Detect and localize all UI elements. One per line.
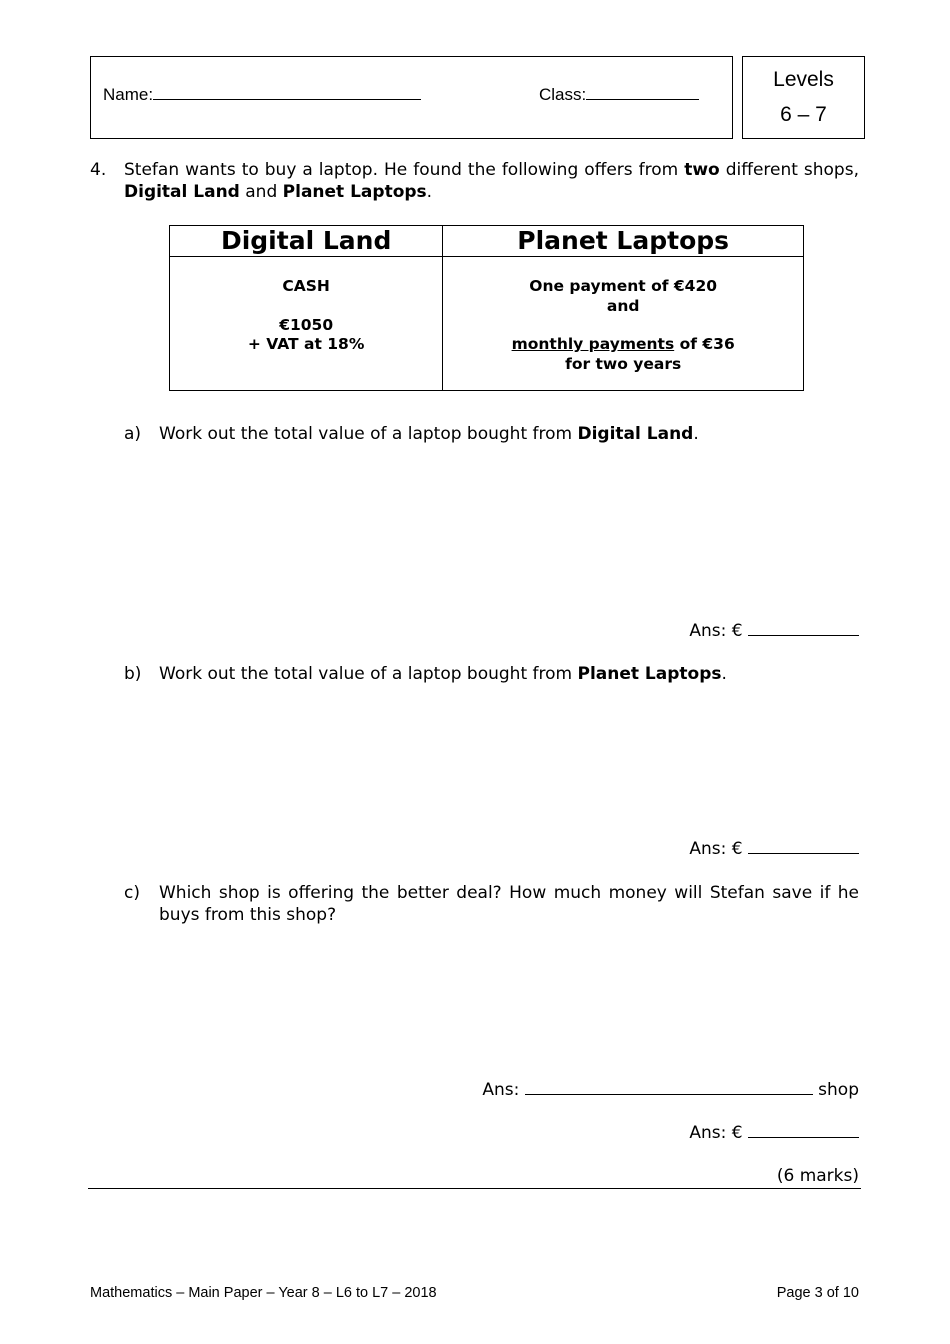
part-c-amount-answer[interactable] [689, 1123, 859, 1143]
part-a-bold: Digital Land [577, 424, 694, 444]
offers-header-row [170, 226, 804, 257]
intro-end: . [426, 181, 433, 202]
part-a-text [159, 424, 699, 444]
offers-table [169, 225, 804, 391]
dl-line1: CASH [282, 277, 330, 295]
part-b-question: Work out the total value of a laptop bought from [159, 664, 578, 684]
pl-line3 [444, 335, 802, 355]
pl-line3-underlined: monthly payments [511, 335, 675, 353]
header-planet-laptops: Planet Laptops [443, 226, 804, 257]
levels-label: Levels [773, 68, 834, 91]
student-info-box [90, 56, 733, 139]
levels-range: 6 – 7 [780, 103, 827, 126]
levels-box [742, 56, 865, 139]
part-a-label: a) [124, 424, 142, 444]
intro-text: Stefan wants to buy a laptop. He found the following offers from [124, 160, 685, 180]
pl-line1: One payment of €420 [529, 277, 718, 295]
planet-laptops-offer [443, 257, 804, 391]
part-c-shop-answer[interactable] [482, 1080, 859, 1100]
part-a-end: . [693, 424, 699, 444]
part-b-end: . [721, 664, 727, 684]
pl-line3-rest: of €36 [674, 335, 735, 353]
pl-line4: for two years [565, 354, 682, 373]
offers-body-row [170, 257, 804, 391]
name-label: Name: [103, 85, 154, 104]
class-field[interactable] [539, 85, 699, 105]
part-c-answer-blank[interactable] [748, 1123, 859, 1138]
part-a-answer-blank[interactable] [748, 621, 859, 636]
part-b-answer[interactable] [689, 839, 859, 859]
name-field[interactable] [103, 85, 421, 105]
question-intro [124, 160, 859, 203]
dl-line3: + VAT at 18% [247, 335, 365, 353]
footer-left: Mathematics – Main Paper – Year 8 – L6 to L7 – 2018 [90, 1285, 437, 1301]
footer-right: Page 3 of 10 [776, 1285, 859, 1301]
part-c-shop-prefix: Ans: [482, 1080, 520, 1100]
part-a-question: Work out the total value of a laptop bought from [159, 424, 578, 444]
class-label: Class: [539, 85, 587, 104]
part-c-text: Which shop is offering the better deal? How much money will Stefan save if he buys from this shop? [159, 883, 859, 925]
part-c-answer-label: Ans: € [689, 1123, 743, 1143]
digital-land-offer [170, 257, 443, 391]
part-c-shop-blank[interactable] [525, 1080, 813, 1095]
intro-shop1: Digital Land [124, 181, 240, 202]
intro-two: two [684, 160, 720, 180]
part-c-shop-suffix: shop [818, 1080, 859, 1100]
intro-and: and [239, 181, 283, 202]
marks-label: (6 marks) [776, 1166, 859, 1186]
pl-line2: and [606, 296, 640, 315]
part-b-label: b) [124, 664, 142, 684]
part-b-text [159, 664, 727, 684]
intro-shop2: Planet Laptops [282, 181, 427, 202]
part-b-answer-label: Ans: € [689, 839, 743, 859]
name-blank[interactable] [153, 85, 421, 100]
intro-text-2: different shops, [719, 160, 859, 180]
part-a-answer[interactable] [689, 621, 859, 641]
dl-line2: €1050 [279, 315, 334, 334]
part-c-label: c) [124, 883, 140, 903]
header-digital-land: Digital Land [170, 226, 443, 257]
question-number: 4. [90, 160, 107, 180]
part-b-answer-blank[interactable] [748, 839, 859, 854]
part-b-bold: Planet Laptops [577, 664, 722, 684]
section-divider [88, 1188, 861, 1189]
part-a-answer-label: Ans: € [689, 621, 743, 641]
class-blank[interactable] [586, 85, 699, 100]
